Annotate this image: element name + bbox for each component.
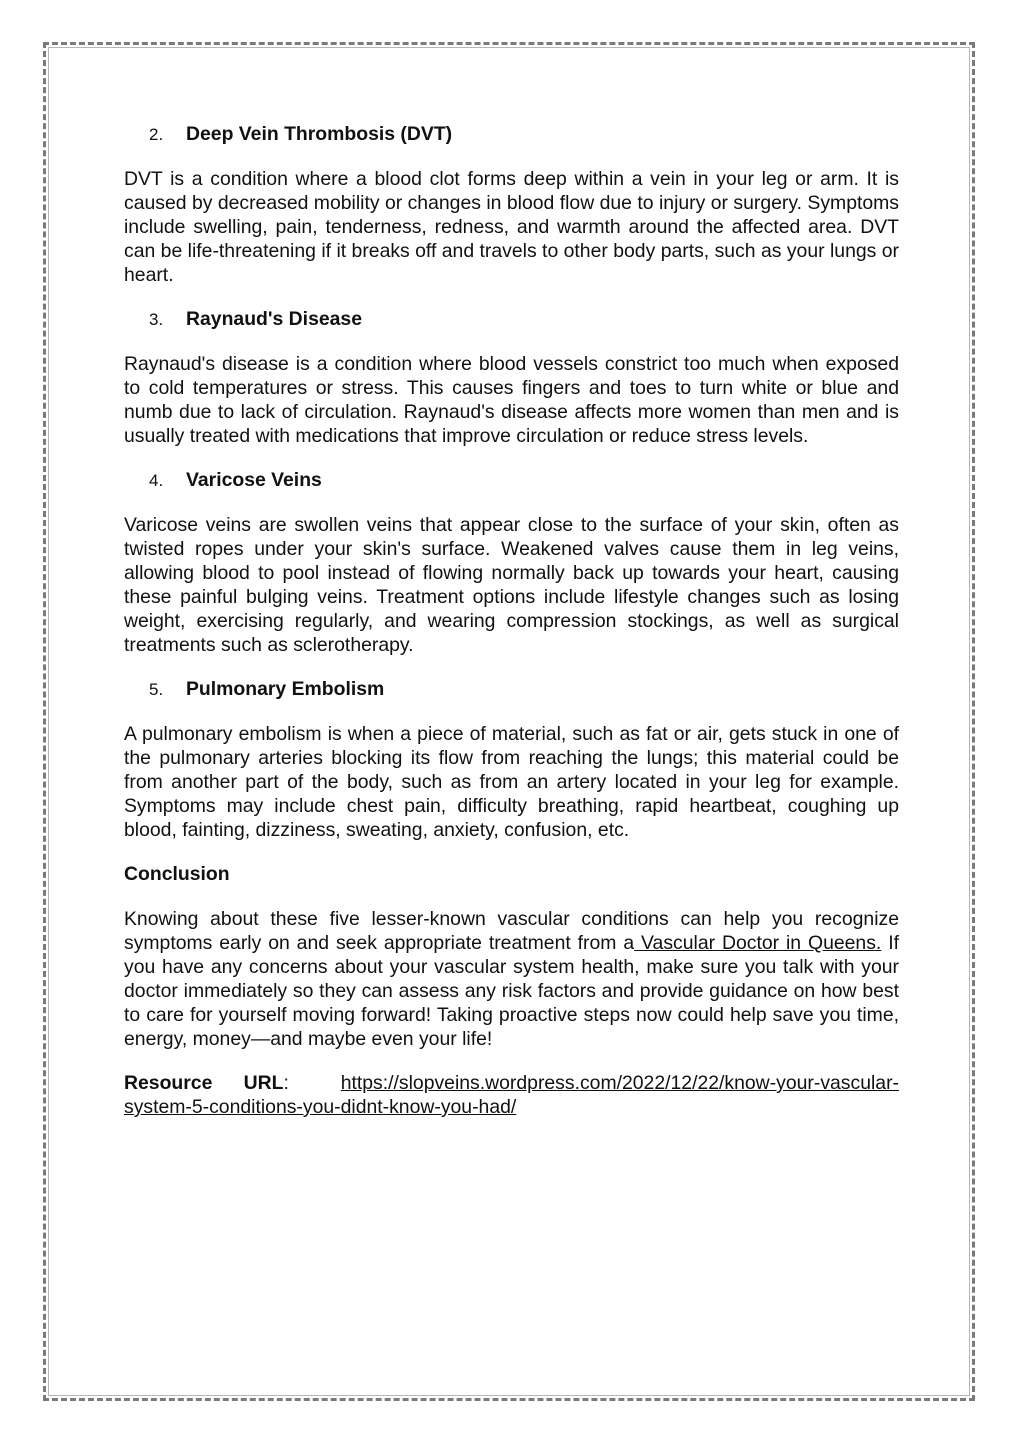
resource-label: Resource URL bbox=[124, 1072, 284, 1094]
section-heading-dvt: 2. Deep Vein Thrombosis (DVT) bbox=[149, 123, 453, 145]
section-title: Varicose Veins bbox=[186, 469, 322, 491]
conclusion-title: Conclusion bbox=[124, 863, 230, 885]
section-heading-embolism: 5. Pulmonary Embolism bbox=[149, 678, 385, 700]
section-heading-raynauds: 3. Raynaud's Disease bbox=[149, 308, 362, 330]
document-body bbox=[124, 122, 899, 1119]
resource-url-link[interactable]: https://slopveins.wordpress.com/2022/12/22/know-your-vascular-system-5-conditions-you-didnt-know-you-had/ bbox=[124, 1072, 899, 1118]
resource-line bbox=[124, 1071, 899, 1119]
section-body-varicose: Varicose veins are swollen veins that appear close to the surface of your skin, often as twisted ropes under your skin's surface. Weakened valves cause them in leg veins, allowing blood to pool instead of flowing normally back up towards your heart, causing these painful bulging veins. Treatment options include lifestyle changes such as losing weight, exercising regularly, and wearing compression stockings, as well as surgical treatments such as sclerotherapy. bbox=[124, 514, 899, 656]
section-body-embolism: A pulmonary embolism is when a piece of material, such as fat or air, gets stuck in one of the pulmonary arteries blocking its flow from reaching the lungs; this material could be from another part of the body, such as from an artery located in your leg for example. Symptoms may include chest pain, difficulty breathing, rapid heartbeat, coughing up blood, fainting, dizziness, sweating, anxiety, confusion, etc. bbox=[124, 723, 899, 841]
section-body-raynauds: Raynaud's disease is a condition where blood vessels constrict too much when exposed to cold temperatures or stress. This causes fingers and toes to turn white or blue and numb due to lack of circulation. Raynaud's disease affects more women than men and is usually treated with medications that improve circulation or reduce stress levels. bbox=[124, 353, 899, 447]
section-heading-varicose: 4. Varicose Veins bbox=[149, 469, 322, 491]
resource-colon: : bbox=[283, 1072, 289, 1094]
section-title: Deep Vein Thrombosis (DVT) bbox=[186, 123, 453, 145]
conclusion-body bbox=[124, 907, 899, 1051]
link-punctuation: . bbox=[875, 932, 882, 954]
section-title: Pulmonary Embolism bbox=[186, 678, 385, 700]
vascular-doctor-link[interactable]: Vascular Doctor in Queens bbox=[634, 932, 876, 954]
section-title: Raynaud's Disease bbox=[186, 308, 362, 330]
conclusion-text-after: If you have any concerns about your vascular system health, make sure you talk with your doctor immediately so they can assess any risk factors and provide guidance on how best to care for yourself moving forward! Taking proactive steps now could help save you time, energy, money—and maybe even your life! bbox=[124, 932, 899, 1050]
section-body-dvt: DVT is a condition where a blood clot forms deep within a vein in your leg or arm. It is caused by decreased mobility or changes in blood flow due to injury or surgery. Symptoms include swelling, pain, tenderness, redness, and warmth around the affected area. DVT can be life-threatening if it breaks off and travels to other body parts, such as your lungs or heart. bbox=[124, 168, 899, 286]
conclusion-text-before: Knowing about these five lesser-known vascular conditions can help you recognize symptoms early on and seek appropriate treatment from a bbox=[124, 908, 899, 954]
